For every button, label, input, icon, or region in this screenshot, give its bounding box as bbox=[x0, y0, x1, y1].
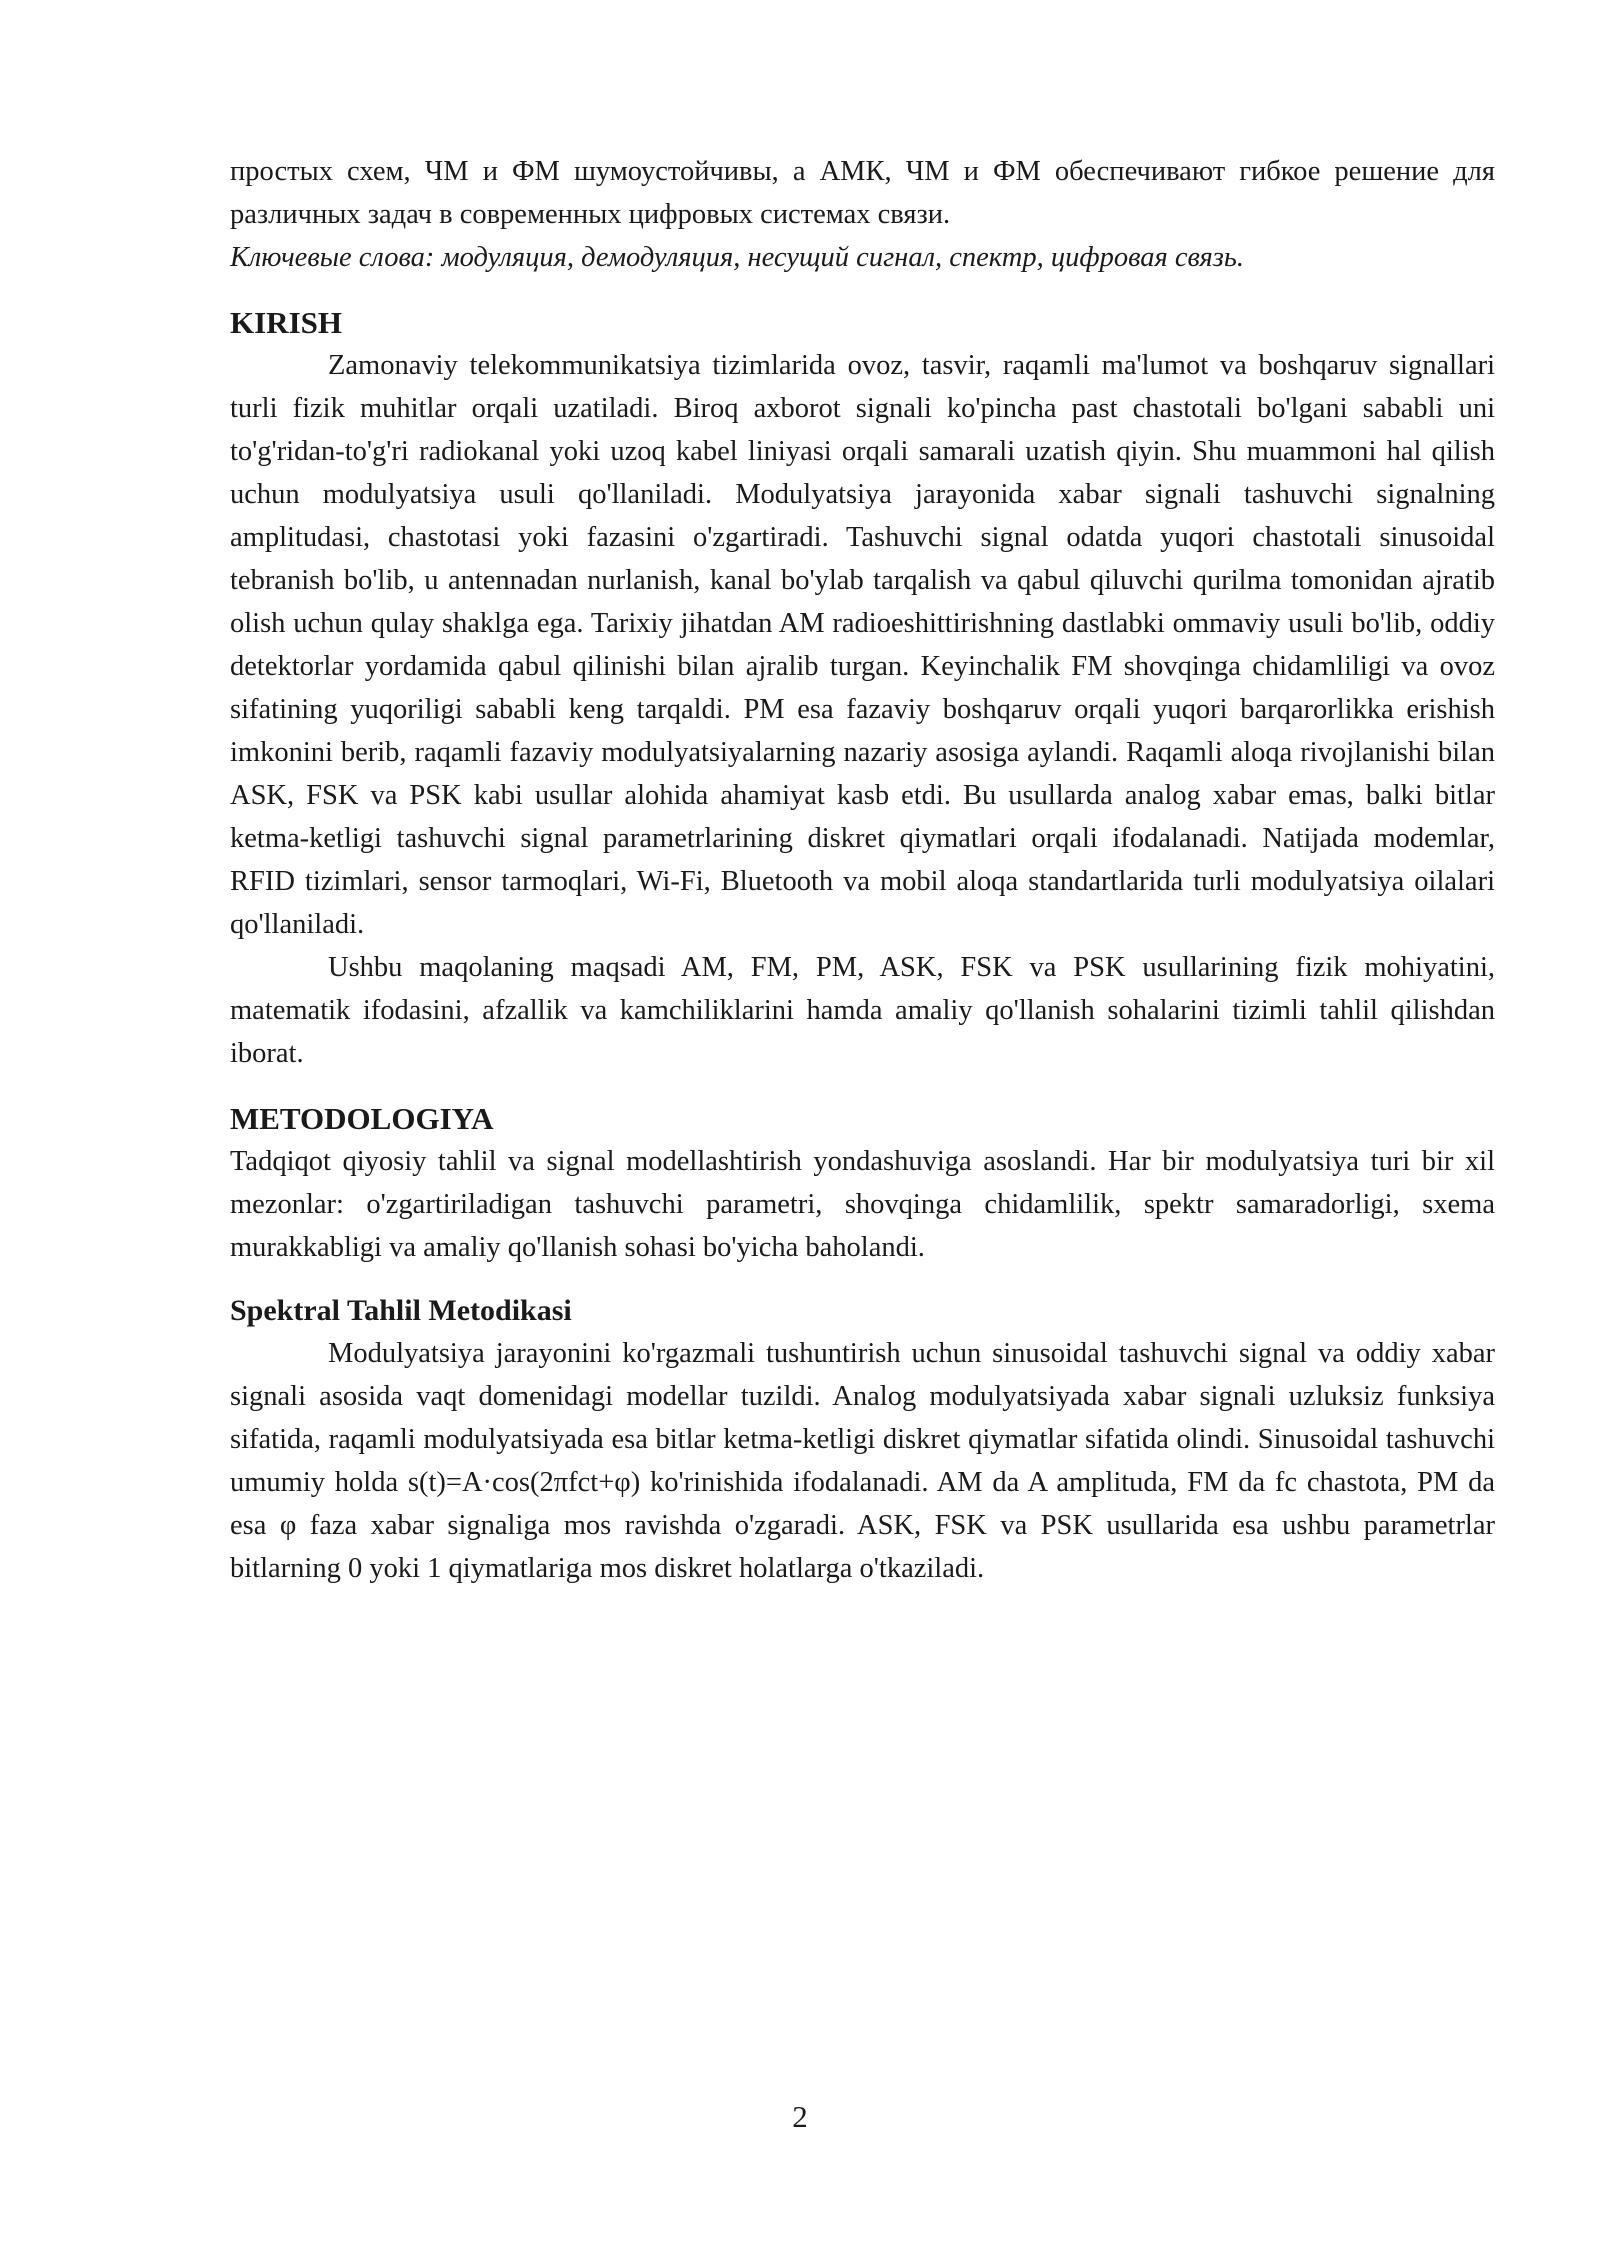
spacer bbox=[230, 1075, 1495, 1097]
kirish-heading: KIRISH bbox=[230, 305, 342, 340]
page-number: 2 bbox=[792, 2099, 808, 2134]
metodologiya-heading: METODOLOGIYA bbox=[230, 1101, 494, 1136]
spacer bbox=[230, 1269, 1495, 1289]
spektral-paragraph: Modulyatsiya jarayonini ko'rgazmali tushuntirish uchun sinusoidal tashuvchi signal va oddiy xabar signali asosida vaqt domenidagi modellar tuzildi. Analog modulyatsiyada xabar signali uzluksiz funksiya sifatida, raqamli modulyatsiyada esa bitlar ketma-ketligi diskret qiymatlar sifatida olindi. Sinusoidal tashuvchi umumiy holda s(t)=A·cos(2πfct+φ) ko'rinishida ifodalanadi. AM da A amplituda, FM da fc chastota, PM da esa φ faza xabar signaliga mos ravishda o'zgaradi. ASK, FSK va PSK usullarida esa ushbu parametrlar bitlarning 0 yoki 1 qiymatlariga mos diskret holatlarga o'tkaziladi. bbox=[230, 1338, 1495, 1584]
abstract-continuation: простых схем, ЧМ и ФМ шумоустойчивы, а АМК, ЧМ и ФМ обеспечивают гибкое решение для различных задач в современных цифровых системах связи. bbox=[230, 156, 1495, 230]
keywords-line: Ключевые слова: модуляция, демодуляция, несущий сигнал, спектр, цифровая связь. bbox=[230, 242, 1244, 273]
spektral-heading: Spektral Tahlil Metodikasi bbox=[230, 1294, 572, 1327]
page-body bbox=[230, 150, 1495, 1590]
spacer bbox=[230, 279, 1495, 301]
kirish-paragraph-1: Zamonaviy telekommunikatsiya tizimlarida ovoz, tasvir, raqamli ma'lumot va boshqaruv signallari turli fizik muhitlar orqali uzatiladi. Biroq axborot signali ko'pincha past chastotali bo'lgani sababli uni to'g'ridan-to'g'ri radiokanal yoki uzoq kabel liniyasi orqali samarali uzatish qiyin. Shu muammoni hal qilish uchun modulyatsiya usuli qo'llaniladi. Modulyatsiya jarayonida xabar signali tashuvchi signalning amplitudasi, chastotasi yoki fazasini o'zgartiradi. Tashuvchi signal odatda yuqori chastotali sinusoidal tebranish bo'lib, u antennadan nurlanish, kanal bo'ylab tarqalish va qabul qiluvchi qurilma tomonidan ajratib olish uchun qulay shaklga ega. Tarixiy jihatdan AM radioeshittirishning dastlabki ommaviy usuli bo'lib, oddiy detektorlar yordamida qabul qilinishi bilan ajralib turgan. Keyinchalik FM shovqinga chidamliligi va ovoz sifatining yuqoriligi sababli keng tarqaldi. PM esa fazaviy boshqaruv orqali yuqori barqarorlikka erishish imkonini berib, raqamli fazaviy modulyatsiyalarning nazariy asosiga aylandi. Raqamli aloqa rivojlanishi bilan ASK, FSK va PSK kabi usullar alohida ahamiyat kasb etdi. Bu usullarda analog xabar emas, balki bitlar ketma-ketligi tashuvchi signal parametrlarining diskret qiymatlari orqali ifodalanadi. Natijada modemlar, RFID tizimlari, sensor tarmoqlari, Wi-Fi, Bluetooth va mobil aloqa standartlarida turli modulyatsiya oilalari qo'llaniladi. bbox=[230, 350, 1495, 940]
kirish-paragraph-2: Ushbu maqolaning maqsadi AM, FM, PM, ASK, FSK va PSK usullarining fizik mohiyatini, matematik ifodasini, afzallik va kamchiliklarini hamda amaliy qo'llanish sohalarini tizimli tahlil qilishdan iborat. bbox=[230, 952, 1495, 1069]
metodologiya-paragraph: Tadqiqot qiyosiy tahlil va signal modellashtirish yondashuviga asoslandi. Har bir modulyatsiya turi bir xil mezonlar: o'zgartiriladigan tashuvchi parametri, shovqinga chidamlilik, spektr samaradorligi, sxema murakkabligi va amaliy qo'llanish sohasi bo'yicha baholandi. bbox=[230, 1146, 1495, 1263]
